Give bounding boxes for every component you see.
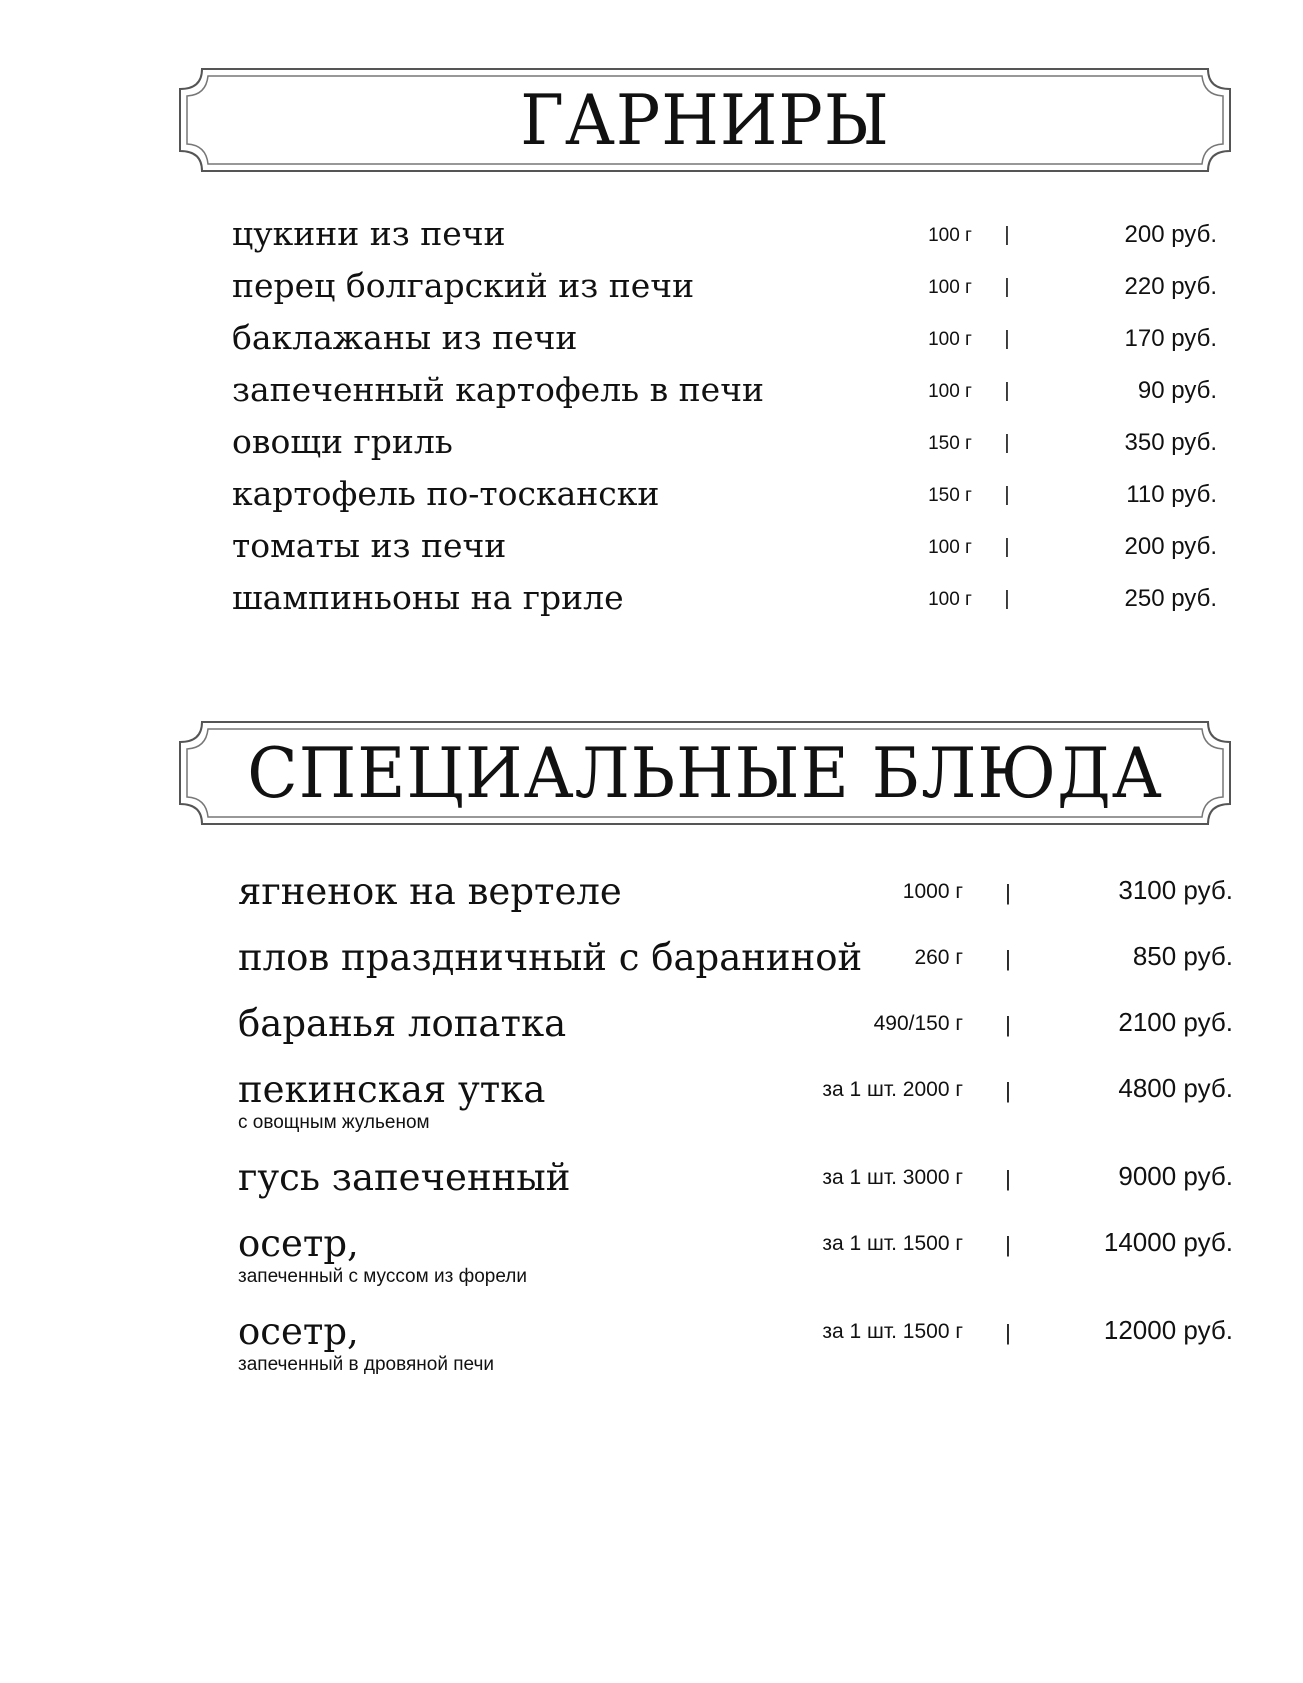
- section-title: СПЕЦИАЛЬНЫЕ БЛЮДА: [247, 732, 1163, 814]
- list-item: [238, 870, 1233, 936]
- separator: |: [1005, 1232, 1011, 1257]
- dish-name: баклажаны из печи: [232, 318, 578, 357]
- dish-price: 9000 руб.: [1118, 1161, 1233, 1191]
- separator: |: [1004, 224, 1010, 246]
- dish-name: гусь запеченный: [238, 1156, 571, 1199]
- dish-description: запеченный с муссом из форели: [238, 1266, 527, 1287]
- list-item: [232, 526, 1217, 578]
- dish-price: 110 руб.: [1126, 481, 1217, 508]
- list-item: [232, 422, 1217, 474]
- dish-weight: за 1 шт. 1500 г: [822, 1320, 963, 1343]
- dish-weight: 100 г: [928, 225, 972, 246]
- section-header-garnishes: [178, 67, 1232, 173]
- separator: |: [1004, 380, 1010, 402]
- dish-name: осетр,: [238, 1222, 359, 1265]
- dish-name: овощи гриль: [232, 422, 453, 461]
- separator: |: [1004, 484, 1010, 506]
- separator: |: [1004, 588, 1010, 610]
- separator: |: [1004, 432, 1010, 454]
- dish-description: с овощным жульеном: [238, 1112, 430, 1133]
- dish-weight: за 1 шт. 2000 г: [822, 1078, 963, 1101]
- separator: |: [1004, 276, 1010, 298]
- dish-price: 14000 руб.: [1103, 1227, 1233, 1257]
- separator: |: [1005, 1166, 1011, 1191]
- dish-name: пекинская утка: [238, 1068, 546, 1111]
- dish-price: 200 руб.: [1124, 221, 1217, 248]
- dish-name: ягненок на вертеле: [238, 870, 622, 913]
- dish-weight: 490/150 г: [873, 1012, 963, 1035]
- list-item: [232, 474, 1217, 526]
- section-header-specials: [178, 720, 1232, 826]
- dish-weight: 150 г: [928, 485, 972, 506]
- dish-weight: за 1 шт. 3000 г: [822, 1166, 963, 1189]
- dish-name: плов праздничный с бараниной: [238, 936, 863, 979]
- dish-weight: 100 г: [928, 589, 972, 610]
- dish-price: 90 руб.: [1137, 377, 1217, 404]
- dish-price: 12000 руб.: [1103, 1315, 1233, 1345]
- dish-price: 200 руб.: [1124, 533, 1217, 560]
- list-item: [238, 1310, 1233, 1376]
- dish-weight: 100 г: [928, 381, 972, 402]
- dish-weight: 100 г: [928, 329, 972, 350]
- dish-price: 170 руб.: [1124, 325, 1217, 352]
- dish-weight: 100 г: [928, 277, 972, 298]
- section-title: ГАРНИРЫ: [520, 79, 890, 161]
- dish-price: 850 руб.: [1132, 941, 1233, 971]
- dish-price: 4800 руб.: [1118, 1073, 1233, 1103]
- dish-description: запеченный в дровяной печи: [238, 1354, 494, 1375]
- dish-weight: 150 г: [928, 433, 972, 454]
- dish-name: перец болгарский из печи: [232, 266, 695, 305]
- dish-name: картофель по-тоскански: [232, 474, 660, 513]
- dish-name: баранья лопатка: [238, 1002, 567, 1045]
- dish-price: 2100 руб.: [1118, 1007, 1233, 1037]
- list-item: [238, 1156, 1233, 1222]
- dish-price: 350 руб.: [1124, 429, 1217, 456]
- dish-price: 220 руб.: [1124, 273, 1217, 300]
- list-item: [238, 936, 1233, 1002]
- dish-name: томаты из печи: [232, 526, 507, 565]
- separator: |: [1005, 1078, 1011, 1103]
- list-item: [232, 266, 1217, 318]
- list-item: [238, 1002, 1233, 1068]
- separator: |: [1005, 1320, 1011, 1345]
- dish-weight: за 1 шт. 1500 г: [822, 1232, 963, 1255]
- dish-price: 3100 руб.: [1118, 875, 1233, 905]
- dish-name: запеченный картофель в печи: [232, 370, 765, 409]
- dish-weight: 100 г: [928, 537, 972, 558]
- list-item: [232, 318, 1217, 370]
- dish-price: 250 руб.: [1124, 585, 1217, 612]
- separator: |: [1005, 1012, 1011, 1037]
- list-item: [238, 1068, 1233, 1134]
- list-item: [238, 1222, 1233, 1288]
- list-item: [232, 214, 1217, 266]
- separator: |: [1005, 880, 1011, 905]
- separator: |: [1004, 328, 1010, 350]
- dish-name: цукини из печи: [232, 214, 506, 253]
- separator: |: [1004, 536, 1010, 558]
- list-item: [232, 578, 1217, 630]
- list-item: [232, 370, 1217, 422]
- dish-weight: 260 г: [914, 946, 963, 969]
- separator: |: [1005, 946, 1011, 971]
- dish-weight: 1000 г: [902, 880, 963, 903]
- dish-name: шампиньоны на гриле: [232, 578, 624, 617]
- dish-name: осетр,: [238, 1310, 359, 1353]
